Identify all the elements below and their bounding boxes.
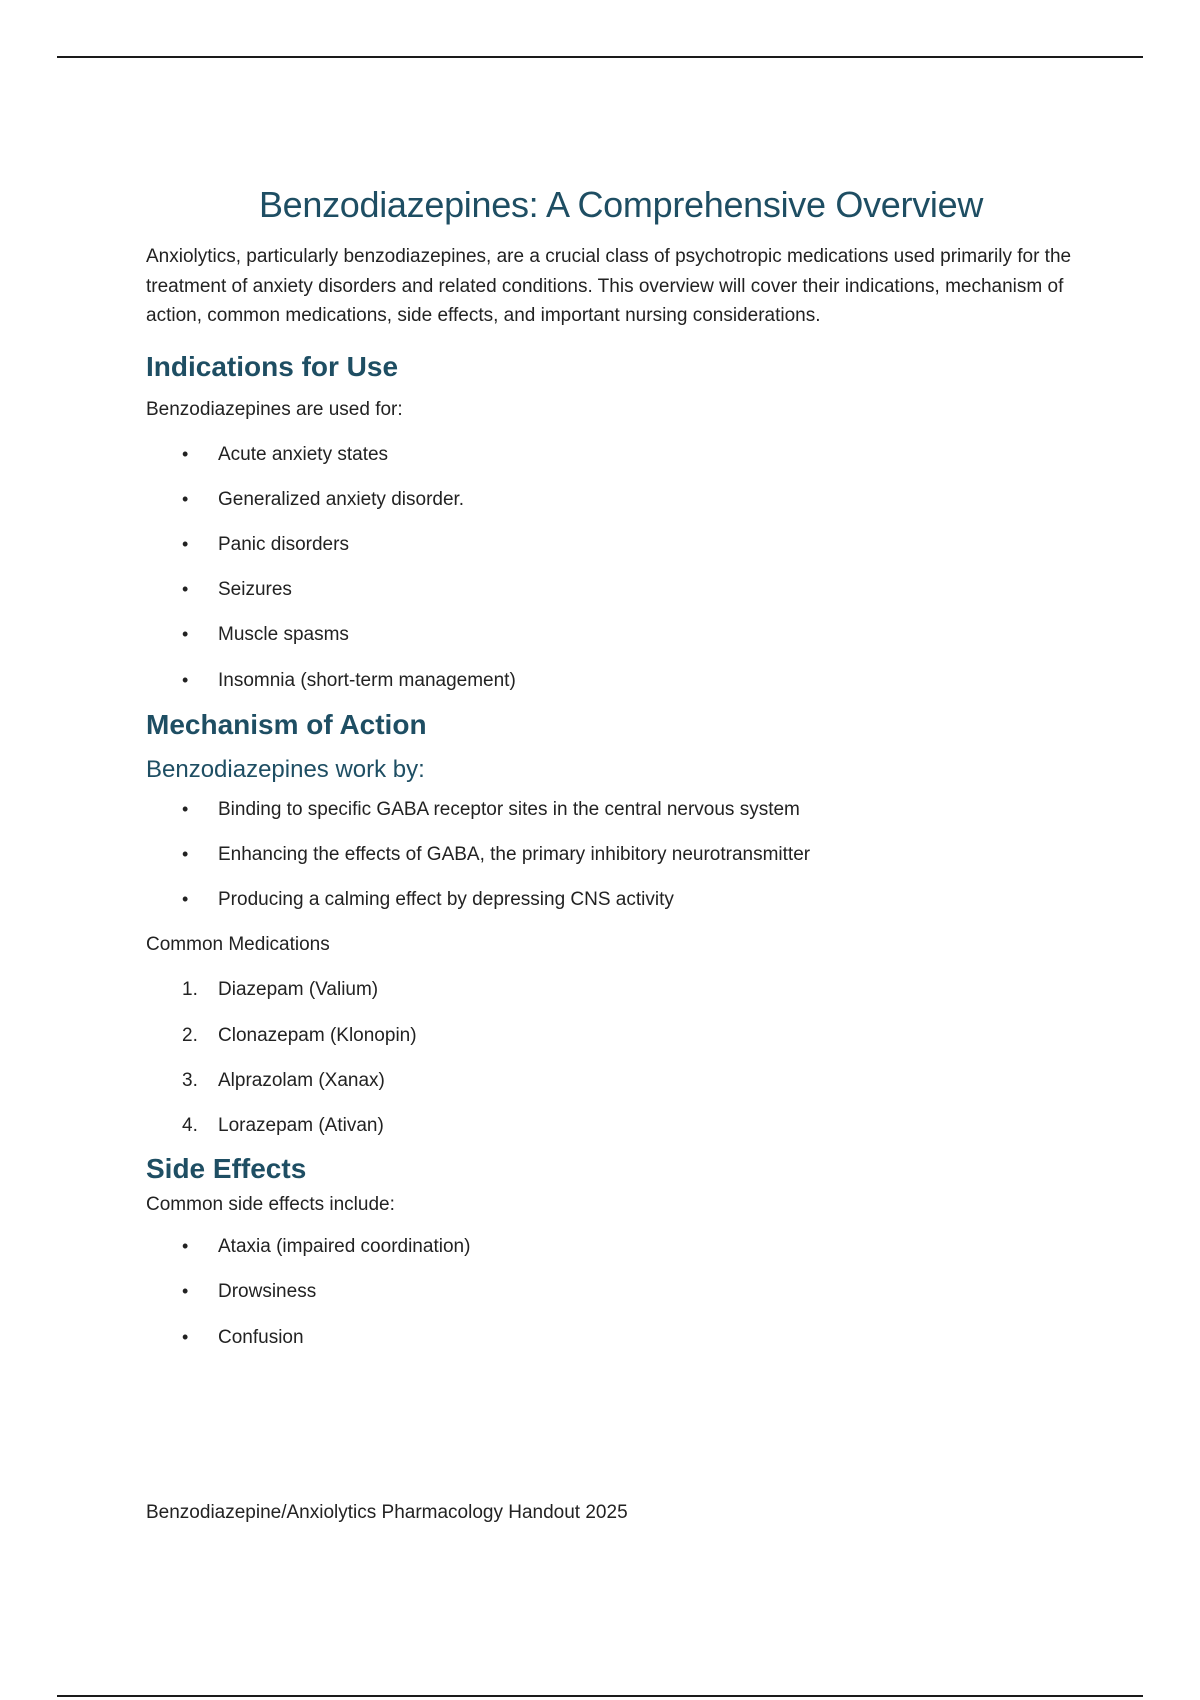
list-label: Diazepam (Valium) <box>218 979 379 1001</box>
side-effects-heading: Side Effects <box>146 1153 307 1185</box>
list-item: • Acute anxiety states <box>146 432 1096 477</box>
list-item: • Confusion <box>146 1315 1096 1360</box>
list-item: • Ataxia (impaired coordination) <box>146 1224 1096 1269</box>
list-number: 3. <box>182 1069 198 1091</box>
list-item: • Seizures <box>146 567 1096 612</box>
list-item <box>146 1103 1096 1148</box>
mechanism-list <box>146 787 1096 923</box>
list-label: Lorazepam (Ativan) <box>218 1114 384 1136</box>
list-item: • Producing a calming effect by depressing CNS activity <box>146 877 1096 922</box>
medications-heading: Common Medications <box>146 934 330 956</box>
bottom-rule <box>57 1695 1143 1697</box>
list-number: 2. <box>182 1024 198 1046</box>
list-number: 4. <box>182 1114 198 1136</box>
list-item: • Insomnia (short-term management) <box>146 658 1096 703</box>
list-item <box>146 1058 1096 1103</box>
list-item: • Drowsiness <box>146 1269 1096 1314</box>
list-item: • Panic disorders <box>146 522 1096 567</box>
mechanism-heading: Mechanism of Action <box>146 708 427 740</box>
list-item: • Generalized anxiety disorder. <box>146 477 1096 522</box>
indications-lead: Benzodiazepines are used for: <box>146 398 403 420</box>
intro-paragraph: Anxiolytics, particularly benzodiazepines, are a crucial class of psychotropic medications used primarily for the treatment of anxiety disorders and related conditions. This overview will cover their indications, mechanism of action, common medications, side effects, and important nursing considerations. <box>146 246 1072 326</box>
list-label: Clonazepam (Klonopin) <box>218 1024 417 1046</box>
indications-list <box>146 432 1096 703</box>
document-body <box>146 180 1096 1360</box>
list-label: Alprazolam (Xanax) <box>218 1069 385 1091</box>
list-number: 1. <box>182 979 198 1001</box>
medications-list <box>146 967 1096 1148</box>
list-item <box>146 1013 1096 1058</box>
list-item: • Muscle spasms <box>146 612 1096 657</box>
mechanism-subheading: Benzodiazepines work by: <box>146 755 425 783</box>
side-effects-lead: Common side effects include: <box>146 1194 395 1216</box>
indications-heading: Indications for Use <box>146 350 399 382</box>
list-item: • Binding to specific GABA receptor sites in the central nervous system <box>146 787 1096 832</box>
top-rule <box>57 56 1143 58</box>
handout-footer-note: Benzodiazepine/Anxiolytics Pharmacology Handout 2025 <box>146 1502 628 1523</box>
side-effects-list <box>146 1224 1096 1360</box>
page-title: Benzodiazepines: A Comprehensive Overview <box>258 184 984 225</box>
list-item <box>146 967 1096 1012</box>
list-item: • Enhancing the effects of GABA, the primary inhibitory neurotransmitter <box>146 832 1096 877</box>
